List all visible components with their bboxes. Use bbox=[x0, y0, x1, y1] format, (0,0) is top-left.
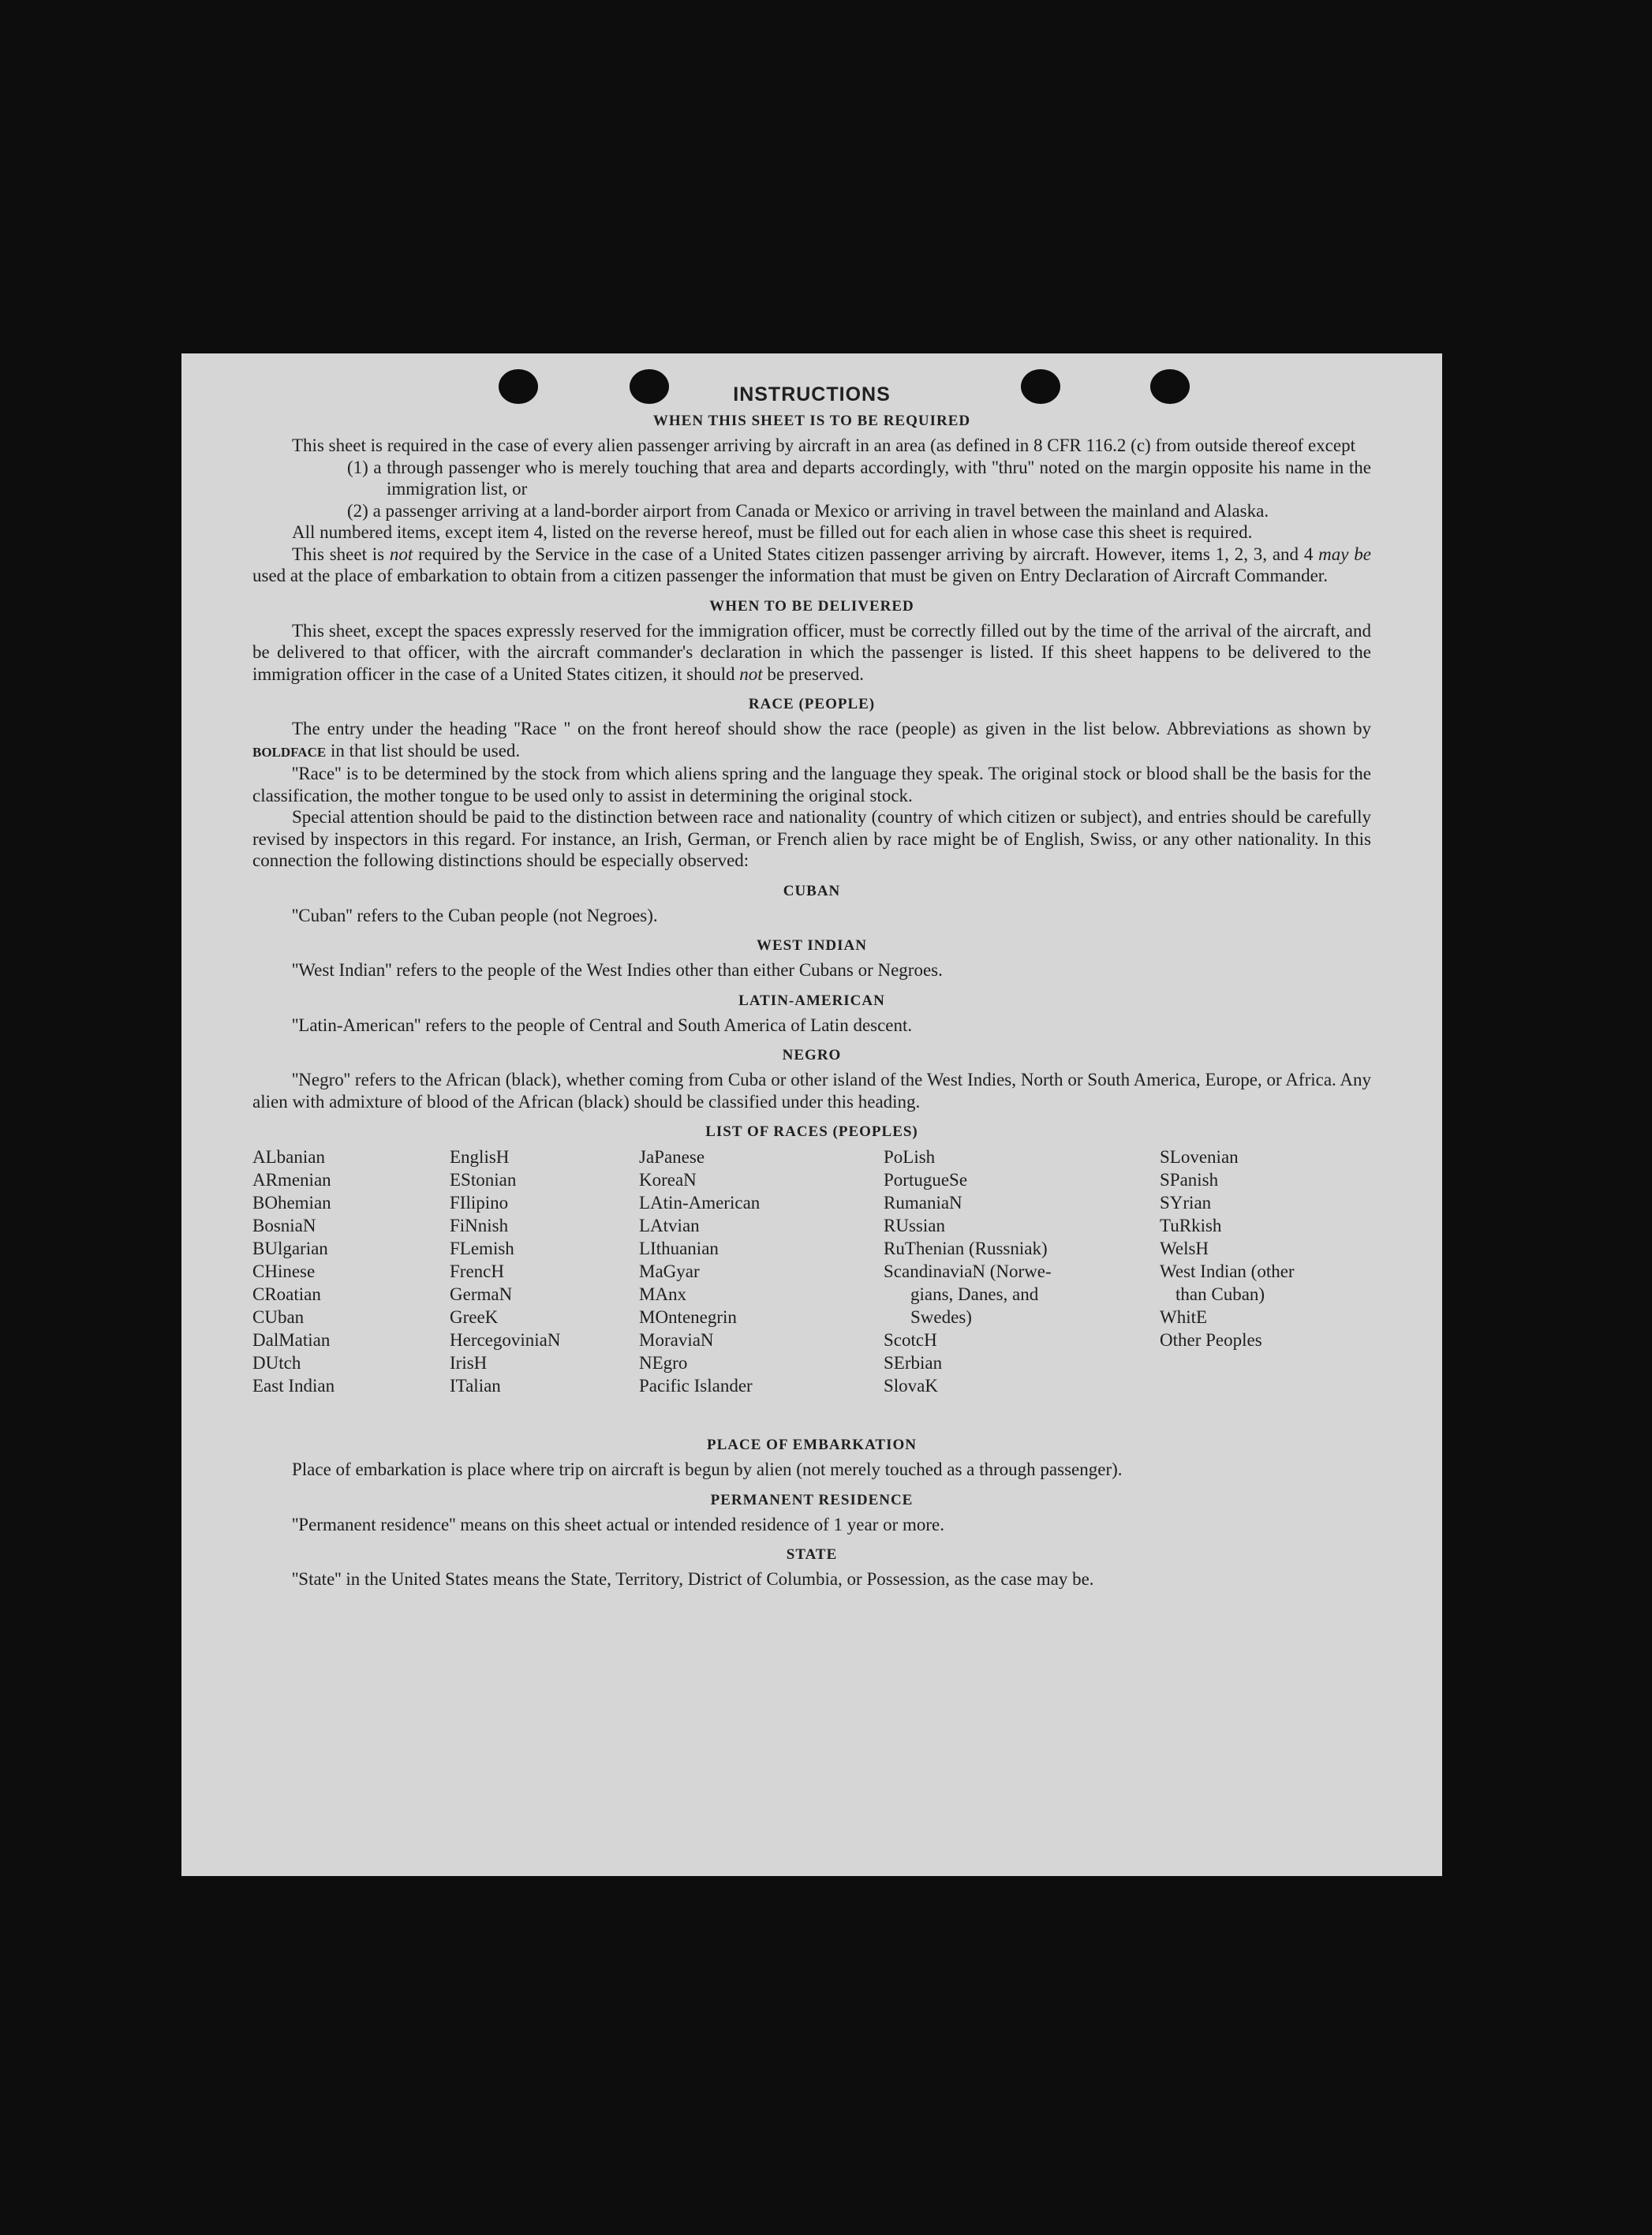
document-sheet bbox=[181, 353, 1442, 1876]
race-entry: BosniaN bbox=[252, 1216, 316, 1235]
race-entry: ARmenian bbox=[252, 1170, 331, 1190]
section-heading-race-list: LIST OF RACES (PEOPLES) bbox=[705, 1123, 918, 1140]
race-entry-scandinavian: ScandinaviaN (Norwe- bbox=[884, 1261, 1052, 1281]
embarkation-text: Place of embarkation is place where trip on aircraft is begun by alien (not merely touched as a through passenger). bbox=[292, 1459, 1123, 1479]
race-entry: PoLish bbox=[884, 1147, 936, 1167]
race-list-column-1 bbox=[252, 1146, 442, 1397]
race-entry: SPanish bbox=[1160, 1170, 1219, 1190]
race-entry: MoraviaN bbox=[639, 1330, 714, 1350]
race-entry: SErbian bbox=[884, 1353, 943, 1373]
punch-hole bbox=[499, 369, 538, 404]
race-entry: SLovenian bbox=[1160, 1147, 1239, 1167]
race-entry: IrisH bbox=[450, 1353, 488, 1373]
race-entry-continuation: gians, Danes, and bbox=[910, 1284, 1039, 1304]
race-paragraph-3: Special attention should be paid to the distinction between race and nationality (country of which citizen or subject), and entries should be carefully revised by inspectors in this regard. For instance, an Irish, German, or French alien by race might be of English, Swiss, or any other nationality. In this connection the following distinctions should be especially observed: bbox=[252, 807, 1371, 870]
page-title: INSTRUCTIONS bbox=[733, 383, 891, 406]
race-list bbox=[252, 1146, 1371, 1426]
cuban-text: ''Cuban'' refers to the Cuban people (not Negroes). bbox=[292, 905, 658, 925]
race-entry: SlovaK bbox=[884, 1376, 938, 1396]
race-entry: TuRkish bbox=[1160, 1216, 1222, 1235]
race-entry: CRoatian bbox=[252, 1284, 321, 1304]
section-heading-residence: PERMANENT RESIDENCE bbox=[710, 1491, 914, 1508]
race-entry-continuation: Swedes) bbox=[910, 1307, 972, 1327]
west-indian-text: ''West Indian'' refers to the people of the West Indies other than either Cubans or Negroes. bbox=[292, 960, 943, 980]
race-list-column-4 bbox=[884, 1146, 1104, 1397]
race-entry: JaPanese bbox=[639, 1147, 705, 1167]
race-entry: KoreaN bbox=[639, 1170, 697, 1190]
required-paragraph: This sheet is required in the case of every alien passenger arriving by aircraft in an area (as defined in 8 CFR 116.2 (c) from outside thereof except bbox=[292, 435, 1355, 455]
race-entry: PortugueSe bbox=[884, 1170, 968, 1190]
race-entry: MAnx bbox=[639, 1284, 687, 1304]
race-entry: DUtch bbox=[252, 1353, 301, 1373]
race-entry-continuation: than Cuban) bbox=[1175, 1284, 1265, 1304]
section-heading-west-indian: WEST INDIAN bbox=[757, 937, 867, 954]
race-entry: LAtvian bbox=[639, 1216, 700, 1235]
race-entry: LIthuanian bbox=[639, 1239, 719, 1258]
race-entry: FrencH bbox=[450, 1261, 504, 1281]
race-entry: HercegoviniaN bbox=[450, 1330, 561, 1350]
race-entry: GreeK bbox=[450, 1307, 499, 1327]
race-entry: SYrian bbox=[1160, 1193, 1212, 1213]
race-entry: MaGyar bbox=[639, 1261, 700, 1281]
state-text: ''State'' in the United States means the State, Territory, District of Columbia, or Possession, as the case may be. bbox=[292, 1569, 1094, 1589]
citizen-paragraph: This sheet is not required by the Service in the case of a United States citizen passenger arriving by aircraft. However, items 1, 2, 3, and 4 may be used at the place of embarkation to obtain from a citizen passenger the information that must be given on Entry Declaration of Aircraft Commander. bbox=[252, 544, 1372, 585]
race-entry: RuThenian (Russniak) bbox=[884, 1239, 1048, 1258]
race-entry: RUssian bbox=[884, 1216, 945, 1235]
race-entry: FIlipino bbox=[450, 1193, 509, 1213]
exception-item-2: (2) a passenger arriving at a land-border airport from Canada or Mexico or arriving in travel between the mainland and Alaska. bbox=[347, 500, 1269, 521]
section-heading-state: STATE bbox=[786, 1546, 838, 1563]
race-entry: Other Peoples bbox=[1160, 1330, 1262, 1350]
race-entry: BOhemian bbox=[252, 1193, 331, 1213]
race-entry: Pacific Islander bbox=[639, 1376, 753, 1396]
race-entry: BUlgarian bbox=[252, 1239, 328, 1258]
race-entry: ScotcH bbox=[884, 1330, 937, 1350]
race-entry: DalMatian bbox=[252, 1330, 331, 1350]
punch-hole bbox=[1021, 369, 1060, 404]
race-entry: WelsH bbox=[1160, 1239, 1209, 1258]
race-entry: FLemish bbox=[450, 1239, 514, 1258]
delivered-paragraph: This sheet, except the spaces expressly reserved for the immigration officer, must be correctly filled out by the time of the arrival of the aircraft, and be delivered to that officer, with the aircraft commander's declaration in which the passenger is listed. If this sheet happens to be delivered to the immigration officer in the case of a United States citizen, it should not be preserved. bbox=[252, 620, 1371, 684]
race-entry: GermaN bbox=[450, 1284, 513, 1304]
race-entry: EStonian bbox=[450, 1170, 517, 1190]
race-entry-west-indian: West Indian (other bbox=[1160, 1261, 1295, 1281]
section-heading-negro: NEGRO bbox=[782, 1047, 842, 1063]
section-heading-cuban: CUBAN bbox=[783, 882, 841, 899]
race-list-column-2 bbox=[450, 1146, 631, 1397]
race-entry: NEgro bbox=[639, 1353, 688, 1373]
race-entry: East Indian bbox=[252, 1376, 335, 1396]
exception-item-1: (1) a through passenger who is merely touching that area and departs accordingly, with ''thru'' noted on the margin opposite his name in the immigration list, or bbox=[347, 457, 1371, 499]
numbered-items-paragraph: All numbered items, except item 4, listed on the reverse hereof, must be filled out for each alien in whose case this sheet is required. bbox=[292, 522, 1253, 542]
race-paragraph-1: The entry under the heading ''Race '' on the front hereof should show the race (people) as given in the list below. Abbreviations as shown by BOLDFACE in that list should be used. bbox=[252, 719, 1371, 761]
race-entry: LAtin-American bbox=[639, 1193, 761, 1213]
section-heading-latin-american: LATIN-AMERICAN bbox=[738, 992, 885, 1009]
race-entry: ALbanian bbox=[252, 1147, 325, 1167]
race-list-column-3 bbox=[639, 1146, 868, 1397]
section-heading-race: RACE (PEOPLE) bbox=[748, 696, 876, 712]
section-heading-embarkation: PLACE OF EMBARKATION bbox=[707, 1437, 917, 1453]
section-heading-delivered: WHEN TO BE DELIVERED bbox=[709, 597, 914, 615]
section-heading-required: WHEN THIS SHEET IS TO BE REQUIRED bbox=[652, 413, 971, 429]
race-entry: MOntenegrin bbox=[639, 1307, 737, 1327]
race-paragraph-2: ''Race'' is to be determined by the stock from which aliens spring and the language they speak. The original stock or blood shall be the basis for the classification, the mother tongue to be used only to assist in determining the original stock. bbox=[252, 764, 1371, 805]
race-entry: RumaniaN bbox=[884, 1193, 962, 1213]
negro-text: ''Negro'' refers to the African (black), whether coming from Cuba or other island of the West Indies, North or South America, Europe, or Africa. Any alien with admixture of blood of the African (black) should be classified under this heading. bbox=[252, 1070, 1371, 1112]
race-entry: FiNnish bbox=[450, 1216, 509, 1235]
race-entry: ITalian bbox=[450, 1376, 501, 1396]
race-entry: WhitE bbox=[1160, 1307, 1208, 1327]
punch-hole bbox=[1150, 369, 1190, 404]
race-entry: CUban bbox=[252, 1307, 305, 1327]
race-entry: CHinese bbox=[252, 1261, 316, 1281]
race-entry: EnglisH bbox=[450, 1147, 510, 1167]
race-list-column-5 bbox=[1160, 1146, 1381, 1351]
latin-american-text: ''Latin-American'' refers to the people of Central and South America of Latin descent. bbox=[292, 1015, 913, 1035]
punch-hole bbox=[630, 369, 669, 404]
residence-text: ''Permanent residence'' means on this sheet actual or intended residence of 1 year or more. bbox=[292, 1514, 945, 1534]
